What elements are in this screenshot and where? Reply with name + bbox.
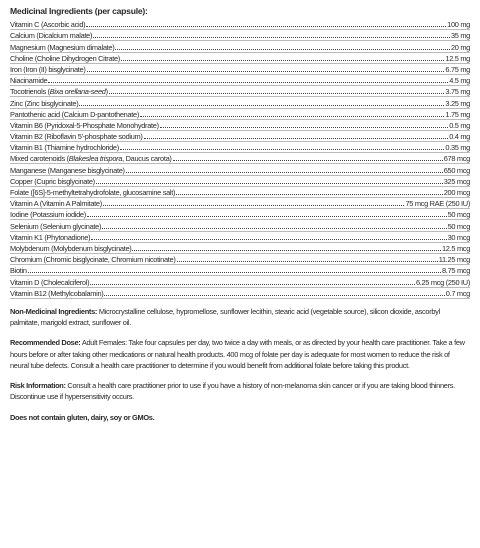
non-medicinal-section bbox=[10, 306, 470, 329]
ingredient-row bbox=[10, 153, 470, 164]
ingredient-amount: 3.25 mg bbox=[445, 98, 470, 108]
ingredient-name: Choline (Choline Dihydrogen Citrate) bbox=[10, 53, 120, 63]
ingredient-name: Tocotrienols (Bixa orellana-seed) bbox=[10, 87, 108, 97]
dot-leader bbox=[177, 261, 438, 262]
dot-leader bbox=[121, 60, 444, 61]
dot-leader bbox=[173, 160, 443, 161]
ingredients-list bbox=[10, 19, 470, 299]
ingredient-amount: 30 mcg bbox=[447, 232, 470, 242]
ingredient-amount: 75 mcg RAE (250 IU) bbox=[405, 199, 470, 209]
ingredient-name: Vitamin B6 (Pyridoxal-5-Phosphate Monohydrate) bbox=[10, 120, 159, 130]
non-medicinal-label: Non-Medicinal Ingredients: bbox=[10, 306, 98, 316]
dot-leader bbox=[132, 250, 441, 251]
ingredient-amount: 650 mcg bbox=[443, 165, 470, 175]
ingredient-amount: 1.75 mg bbox=[445, 109, 470, 119]
ingredient-row bbox=[10, 64, 470, 75]
dot-leader bbox=[176, 194, 443, 195]
ingredient-row bbox=[10, 254, 470, 265]
ingredient-name: Vitamin B12 (Methylcobalamin) bbox=[10, 288, 104, 298]
ingredient-amount: 12.5 mg bbox=[445, 53, 470, 63]
ingredient-row bbox=[10, 176, 470, 187]
ingredient-row bbox=[10, 276, 470, 287]
ingredient-name: Niacinamide bbox=[10, 76, 48, 86]
ingredient-name: Vitamin C (Ascorbic acid) bbox=[10, 20, 86, 30]
ingredient-name: Selenium (Selenium glycinate) bbox=[10, 221, 102, 231]
ingredient-amount: 325 mcg bbox=[443, 176, 470, 186]
ingredient-name: Folate ([6S]-5-methyltetrahydrofolate, glucosamine salt) bbox=[10, 188, 176, 197]
ingredient-name: Copper (Cupric bisglycinate) bbox=[10, 176, 95, 186]
ingredient-name: Iodine (Potassium iodide) bbox=[10, 210, 86, 220]
dot-leader bbox=[102, 228, 446, 229]
dot-leader bbox=[140, 116, 444, 117]
ingredient-row bbox=[10, 220, 470, 231]
dot-leader bbox=[120, 149, 444, 150]
dot-leader bbox=[144, 138, 449, 139]
recommended-dose-text: Adult Females: Take four capsules per day, two twice a day with meals, or as directed by your health care practitioner. Take a few hours before or after taking other medications or natural health products. 400 mcg of folate per day is adequate for most women to reduce the risk of neural tube defects. Consult a health care practitioner to determine if you would benefit from additional folate before taking this product. bbox=[10, 338, 465, 370]
ingredient-name: Calcium (Dicalcium malate) bbox=[10, 31, 93, 41]
ingredient-amount: 678 mcg bbox=[443, 154, 470, 164]
ingredient-row bbox=[10, 109, 470, 120]
ingredient-name: Vitamin A (Vitamin A Palmitate) bbox=[10, 199, 102, 209]
ingredient-amount: 100 mg bbox=[447, 20, 470, 30]
ingredient-row bbox=[10, 19, 470, 30]
ingredient-name: Mixed carotenoids (Blakeslea trispora, Daucus carota) bbox=[10, 154, 172, 164]
ingredient-amount: 0.4 mg bbox=[449, 132, 470, 142]
ingredient-name: Vitamin D (Cholecalciferol) bbox=[10, 277, 90, 287]
ingredient-name: Vitamin B1 (Thiamine hydrochloride) bbox=[10, 143, 119, 153]
dot-leader bbox=[96, 183, 443, 184]
dot-leader bbox=[109, 93, 445, 94]
ingredient-name: Pantothenic acid (Calcium D-pantothenate) bbox=[10, 109, 140, 119]
dot-leader bbox=[103, 205, 405, 206]
ingredient-row bbox=[10, 30, 470, 41]
ingredient-name: Chromium (Chromic bisglycinate, Chromium nicotinate) bbox=[10, 255, 176, 265]
ingredient-name: Iron (Iron (II) bisglycinate) bbox=[10, 64, 86, 74]
ingredient-amount: 20 mg bbox=[450, 42, 470, 52]
dot-leader bbox=[93, 37, 450, 38]
ingredient-row bbox=[10, 97, 470, 108]
dot-leader bbox=[48, 82, 448, 83]
dot-leader bbox=[160, 127, 448, 128]
dot-leader bbox=[79, 105, 444, 106]
dot-leader bbox=[91, 239, 446, 240]
ingredient-name: Zinc (Zinc bisglycinate) bbox=[10, 98, 79, 108]
dot-leader bbox=[86, 26, 446, 27]
allergen-note: Does not contain gluten, dairy, soy or GMOs. bbox=[10, 412, 155, 422]
risk-information-text: Consult a health care practitioner prior to use if you have a history of non-melanoma skin cancer or if you are taking blood thinners. Discontinue use if hypersensitivity occurs. bbox=[10, 381, 455, 402]
ingredient-row bbox=[10, 142, 470, 153]
ingredient-amount: 8.75 mcg bbox=[442, 266, 470, 276]
ingredient-row bbox=[10, 198, 470, 209]
ingredient-row bbox=[10, 265, 470, 276]
dot-leader bbox=[28, 272, 441, 273]
ingredient-amount: 0.7 mcg bbox=[445, 288, 470, 298]
recommended-dose-section bbox=[10, 337, 470, 371]
ingredient-row bbox=[10, 243, 470, 254]
ingredient-row bbox=[10, 75, 470, 86]
ingredient-amount: 0.5 mg bbox=[449, 120, 470, 130]
ingredient-name: Vitamin B2 (Riboflavin 5'-phosphate sodium) bbox=[10, 132, 143, 142]
ingredient-row bbox=[10, 120, 470, 131]
dot-leader bbox=[87, 216, 447, 217]
ingredient-row bbox=[10, 131, 470, 142]
ingredient-amount: 11.25 mcg bbox=[438, 255, 470, 265]
ingredient-row bbox=[10, 209, 470, 220]
ingredient-amount: 200 mcg bbox=[443, 188, 470, 197]
ingredients-heading: Medicinal Ingredients (per capsule): bbox=[10, 6, 148, 16]
dot-leader bbox=[87, 71, 445, 72]
non-medicinal-text: Microcrystalline cellulose, hypromellose, sunflower lecithin, stearic acid (vegetable source), silicon dioxide, ascorbyl palmitate, marigold extract, sunflower oil. bbox=[10, 306, 440, 327]
ingredient-name: Manganese (Manganese bisglycinate) bbox=[10, 165, 125, 175]
ingredient-amount: 6.25 mcg (250 IU) bbox=[415, 277, 470, 287]
ingredient-amount: 50 mcg bbox=[447, 221, 470, 231]
ingredient-amount: 4.5 mg bbox=[449, 76, 470, 86]
ingredient-amount: 3.75 mg bbox=[445, 87, 470, 97]
dot-leader bbox=[115, 49, 450, 50]
ingredient-amount: 12.5 mcg bbox=[442, 243, 470, 253]
ingredient-name: Molybdenum (Molybdenum bisglycinate) bbox=[10, 243, 132, 253]
risk-information-section bbox=[10, 380, 470, 403]
ingredient-name: Magnesium (Magnesium dimalate) bbox=[10, 42, 115, 52]
ingredient-row bbox=[10, 164, 470, 175]
dot-leader bbox=[90, 284, 415, 285]
ingredient-name: Biotin bbox=[10, 266, 27, 276]
risk-information-label: Risk Information: bbox=[10, 381, 66, 391]
ingredient-row bbox=[10, 53, 470, 64]
ingredient-row bbox=[10, 41, 470, 52]
ingredient-amount: 35 mg bbox=[450, 31, 470, 41]
ingredient-row bbox=[10, 288, 470, 299]
dot-leader bbox=[126, 172, 443, 173]
ingredient-amount: 50 mcg bbox=[447, 210, 470, 220]
ingredient-row bbox=[10, 187, 470, 198]
ingredient-row bbox=[10, 86, 470, 97]
ingredient-amount: 0.35 mg bbox=[445, 143, 470, 153]
recommended-dose-label: Recommended Dose: bbox=[10, 338, 81, 348]
ingredient-name: Vitamin K1 (Phytonadione) bbox=[10, 232, 91, 242]
dot-leader bbox=[104, 295, 444, 296]
ingredient-row bbox=[10, 232, 470, 243]
ingredient-amount: 6.75 mg bbox=[445, 64, 470, 74]
